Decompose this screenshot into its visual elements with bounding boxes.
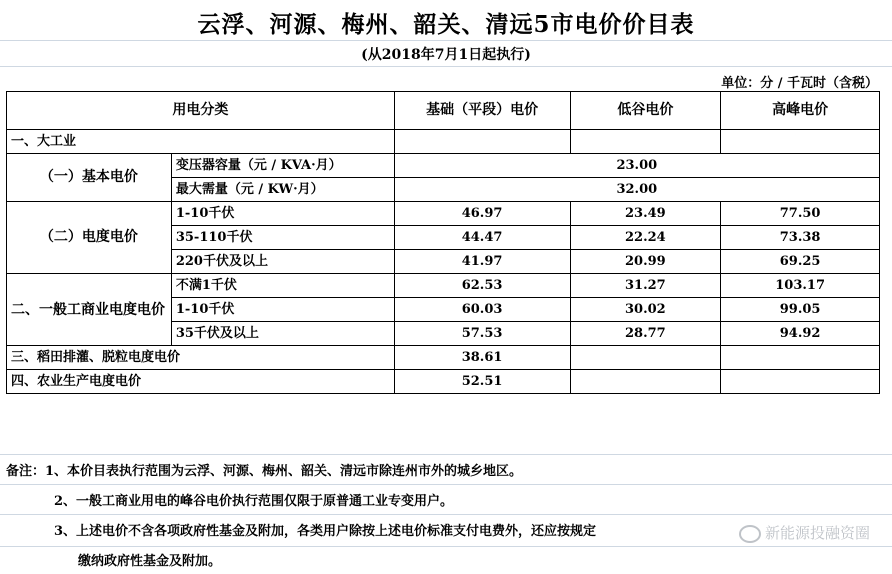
- subcategory-label: （二）电度电价: [7, 202, 172, 274]
- base-price: 38.61: [394, 346, 570, 370]
- divider: [0, 514, 892, 515]
- note-3-line-1: 3、上述电价不含各项政府性基金及附加，各类用户除按上述电价标准支付电费外，还应按规定: [54, 524, 597, 539]
- peak-price: 103.17: [721, 274, 880, 298]
- note-3-line-2: 缴纳政府性基金及附加。: [78, 554, 222, 569]
- base-price: 57.53: [394, 322, 570, 346]
- watermark-text: 新能源投融资圈: [764, 524, 870, 542]
- table-row: [7, 154, 880, 178]
- peak-price: 77.50: [721, 202, 880, 226]
- item-label: 35-110千伏: [171, 226, 394, 250]
- base-price: 46.97: [394, 202, 570, 226]
- base-price: 44.47: [394, 226, 570, 250]
- empty-cell: [721, 346, 880, 370]
- page-subtitle: (从2018年7月1日起执行): [361, 47, 531, 63]
- divider: [0, 66, 892, 67]
- peak-price: 69.25: [721, 250, 880, 274]
- header-category: 用电分类: [7, 92, 395, 130]
- item-label: 35千伏及以上: [171, 322, 394, 346]
- page-title: 云浮、河源、梅州、韶关、清远5市电价价目表: [197, 11, 695, 38]
- valley-price: 22.24: [570, 226, 721, 250]
- item-label: 变压器容量（元 / KVA·月）: [171, 154, 394, 178]
- base-price: 52.51: [394, 370, 570, 394]
- item-label: 最大需量（元 / KW·月）: [171, 178, 394, 202]
- empty-cell: [570, 370, 721, 394]
- wechat-icon: [739, 525, 761, 543]
- divider: [0, 40, 892, 41]
- empty-cell: [394, 130, 570, 154]
- base-price: 60.03: [394, 298, 570, 322]
- valley-price: 28.77: [570, 322, 721, 346]
- section-label: 三、稻田排灌、脱粒电度电价: [7, 346, 395, 370]
- divider: [0, 546, 892, 547]
- price-table: [6, 91, 880, 394]
- merged-value: 32.00: [394, 178, 879, 202]
- header-base: 基础（平段）电价: [394, 92, 570, 130]
- item-label: 不满1千伏: [171, 274, 394, 298]
- item-label: 220千伏及以上: [171, 250, 394, 274]
- empty-cell: [570, 346, 721, 370]
- divider: [0, 484, 892, 485]
- section-label: 一、大工业: [7, 130, 395, 154]
- unit-label: 单位：分 / 千瓦时（含税）: [721, 76, 878, 91]
- header-peak: 高峰电价: [721, 92, 880, 130]
- peak-price: 73.38: [721, 226, 880, 250]
- base-price: 41.97: [394, 250, 570, 274]
- merged-value: 23.00: [394, 154, 879, 178]
- peak-price: 99.05: [721, 298, 880, 322]
- table-row: [7, 130, 880, 154]
- valley-price: 31.27: [570, 274, 721, 298]
- peak-price: 94.92: [721, 322, 880, 346]
- note-2: 2、一般工商业用电的峰谷电价执行范围仅限于原普通工业专变用户。: [54, 494, 454, 509]
- header-valley: 低谷电价: [570, 92, 721, 130]
- valley-price: 20.99: [570, 250, 721, 274]
- empty-cell: [721, 370, 880, 394]
- table-row: [7, 346, 880, 370]
- section-label: 四、农业生产电度电价: [7, 370, 395, 394]
- item-label: 1-10千伏: [171, 298, 394, 322]
- subcategory-label: （一）基本电价: [7, 154, 172, 202]
- valley-price: 23.49: [570, 202, 721, 226]
- table-row: [7, 202, 880, 226]
- empty-cell: [721, 130, 880, 154]
- table-row: [7, 274, 880, 298]
- valley-price: 30.02: [570, 298, 721, 322]
- item-label: 1-10千伏: [171, 202, 394, 226]
- empty-cell: [570, 130, 721, 154]
- divider: [0, 454, 892, 455]
- section-label: 二、一般工商业电度电价: [7, 274, 172, 346]
- table-header-row: [7, 92, 880, 130]
- table-row: [7, 370, 880, 394]
- note-1: 备注：1、本价目表执行范围为云浮、河源、梅州、韶关、清远市除连州市外的城乡地区。: [6, 464, 523, 479]
- base-price: 62.53: [394, 274, 570, 298]
- watermark: [739, 522, 870, 543]
